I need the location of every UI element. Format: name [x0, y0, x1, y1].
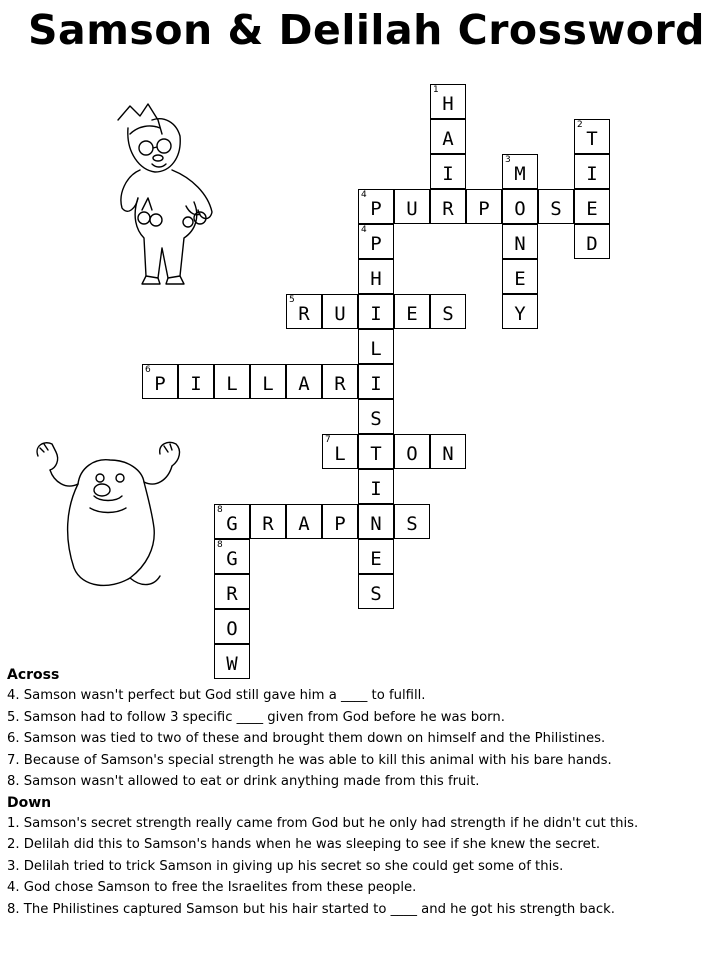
cell-letter: L [226, 373, 238, 395]
clue-number: 2 [577, 120, 583, 130]
grid-cell[interactable] [322, 364, 358, 399]
clue-number: 6 [145, 365, 151, 375]
down-clue-8: 8. The Philistines captured Samson but his hair started to ____ and he got his strength back. [7, 901, 615, 917]
cell-letter: I [190, 373, 202, 395]
clue-number: 1 [433, 85, 439, 95]
cell-letter: E [514, 268, 526, 290]
grid-cell[interactable] [178, 364, 214, 399]
cell-letter: U [406, 198, 418, 220]
grid-cell[interactable] [358, 224, 394, 259]
cell-letter: M [514, 163, 526, 185]
grid-cell[interactable] [394, 294, 430, 329]
grid-cell[interactable] [214, 504, 250, 539]
grid-cell[interactable] [502, 294, 538, 329]
cell-letter: N [514, 233, 526, 255]
cell-letter: I [370, 303, 382, 325]
cell-letter: L [334, 443, 346, 465]
grid-cell[interactable] [502, 259, 538, 294]
cell-letter: N [370, 513, 382, 535]
cell-letter: A [298, 373, 310, 395]
cell-letter: E [370, 548, 382, 570]
grid-cell[interactable] [286, 364, 322, 399]
grid-cell[interactable] [430, 434, 466, 469]
grid-cell[interactable] [250, 364, 286, 399]
clue-number: 3 [505, 155, 511, 165]
cell-letter: S [370, 583, 382, 605]
cell-letter: D [586, 233, 598, 255]
grid-cell[interactable] [358, 259, 394, 294]
cell-letter: H [370, 268, 382, 290]
grid-cell[interactable] [502, 189, 538, 224]
cell-letter: P [154, 373, 166, 395]
cell-letter: G [226, 513, 238, 535]
grid-cell[interactable] [214, 574, 250, 609]
grid-cell[interactable] [358, 364, 394, 399]
across-clue-5: 5. Samson had to follow 3 specific ____ given from God before he was born. [7, 709, 505, 725]
cell-letter: T [586, 128, 598, 150]
cell-letter: P [334, 513, 346, 535]
clue-number: 8 [217, 505, 223, 515]
grid-cell[interactable] [358, 189, 394, 224]
grid-cell[interactable] [430, 84, 466, 119]
grid-cell[interactable] [250, 504, 286, 539]
grid-cell[interactable] [358, 329, 394, 364]
grid-cell[interactable] [430, 154, 466, 189]
cell-letter: I [370, 373, 382, 395]
across-heading: Across [7, 667, 60, 683]
across-clue-6: 6. Samson was tied to two of these and brought them down on himself and the Philistines. [7, 731, 606, 746]
cell-letter: S [406, 513, 418, 535]
cell-letter: R [226, 583, 238, 605]
grid-cell[interactable] [214, 539, 250, 574]
grid-cell[interactable] [142, 364, 178, 399]
clues-section [7, 665, 712, 920]
cell-letter: R [262, 513, 274, 535]
grid-cell[interactable] [286, 504, 322, 539]
cell-letter: P [370, 233, 382, 255]
cell-letter: Y [514, 303, 526, 325]
grid-cell[interactable] [322, 294, 358, 329]
clue-number: 8 [217, 540, 223, 550]
grid-cell[interactable] [574, 189, 610, 224]
down-clue-3: 3. Delilah tried to trick Samson in giving up his secret so she could get some of this. [7, 858, 564, 874]
grid-cell[interactable] [574, 154, 610, 189]
grid-cell[interactable] [286, 294, 322, 329]
cell-letter: S [550, 198, 562, 220]
cell-letter: A [298, 513, 310, 535]
grid-cell[interactable] [502, 154, 538, 189]
cell-letter: H [442, 93, 454, 115]
clue-number: 4 [361, 190, 367, 200]
clue-number: 7 [325, 435, 331, 445]
grid-cell[interactable] [322, 434, 358, 469]
cell-letter: R [298, 303, 310, 325]
grid-cell[interactable] [394, 504, 430, 539]
grid-cell[interactable] [358, 539, 394, 574]
across-clue-7: 7. Because of Samson's special strength he was able to kill this animal with his bare hands. [7, 752, 612, 768]
cell-letter: O [514, 198, 526, 220]
grid-cell[interactable] [502, 224, 538, 259]
grid-cell[interactable] [466, 189, 502, 224]
clue-number: 5 [289, 295, 295, 305]
down-clue-2: 2. Delilah did this to Samson's hands when he was sleeping to see if she knew the secret. [7, 837, 601, 852]
clue-number: 4 [361, 225, 367, 235]
grid-cell[interactable] [430, 294, 466, 329]
cell-letter: L [262, 373, 274, 395]
grid-cell[interactable] [394, 434, 430, 469]
cell-letter: I [442, 163, 454, 185]
grid-cell[interactable] [574, 224, 610, 259]
across-clue-4: 4. Samson wasn't perfect but God still gave him a ____ to fulfill. [7, 688, 426, 703]
grid-cell[interactable] [358, 434, 394, 469]
grid-cell[interactable] [394, 189, 430, 224]
grid-cell[interactable] [430, 119, 466, 154]
cell-letter: N [442, 443, 454, 465]
down-clue-1: 1. Samson's secret strength really came from God but he only had strength if he didn't cut this. [7, 815, 639, 831]
grid-cell[interactable] [358, 399, 394, 434]
grid-cell[interactable] [358, 469, 394, 504]
cell-letter: E [586, 198, 598, 220]
cell-letter: W [226, 653, 238, 675]
cell-letter: S [370, 408, 382, 430]
cell-letter: G [226, 548, 238, 570]
grid-cell[interactable] [214, 364, 250, 399]
grid-cell[interactable] [322, 504, 358, 539]
cell-letter: P [478, 198, 490, 220]
cell-letter: O [226, 618, 238, 640]
grid-cell[interactable] [358, 294, 394, 329]
grid-cell[interactable] [538, 189, 574, 224]
cell-letter: A [442, 128, 454, 150]
cell-letter: S [442, 303, 454, 325]
cell-letter: P [370, 198, 382, 220]
cell-letter: L [370, 338, 382, 360]
cell-letter: O [406, 443, 418, 465]
down-clue-4: 4. God chose Samson to free the Israelites from these people. [7, 880, 417, 895]
grid-cell[interactable] [574, 119, 610, 154]
cell-letter: I [586, 163, 598, 185]
across-clue-8: 8. Samson wasn't allowed to eat or drink anything made from this fruit. [7, 774, 480, 789]
cell-letter: T [370, 443, 382, 465]
down-heading: Down [7, 794, 52, 811]
cell-letter: R [442, 198, 454, 220]
cell-letter: I [370, 478, 382, 500]
cell-letter: R [334, 373, 346, 395]
grid-cell[interactable] [214, 609, 250, 644]
grid-cell[interactable] [430, 189, 466, 224]
cell-letter: E [406, 303, 418, 325]
grid-cell[interactable] [358, 574, 394, 609]
cell-letter: U [334, 303, 346, 325]
page-title: Samson & Delilah Crossword [28, 6, 706, 54]
grid-cell[interactable] [358, 504, 394, 539]
